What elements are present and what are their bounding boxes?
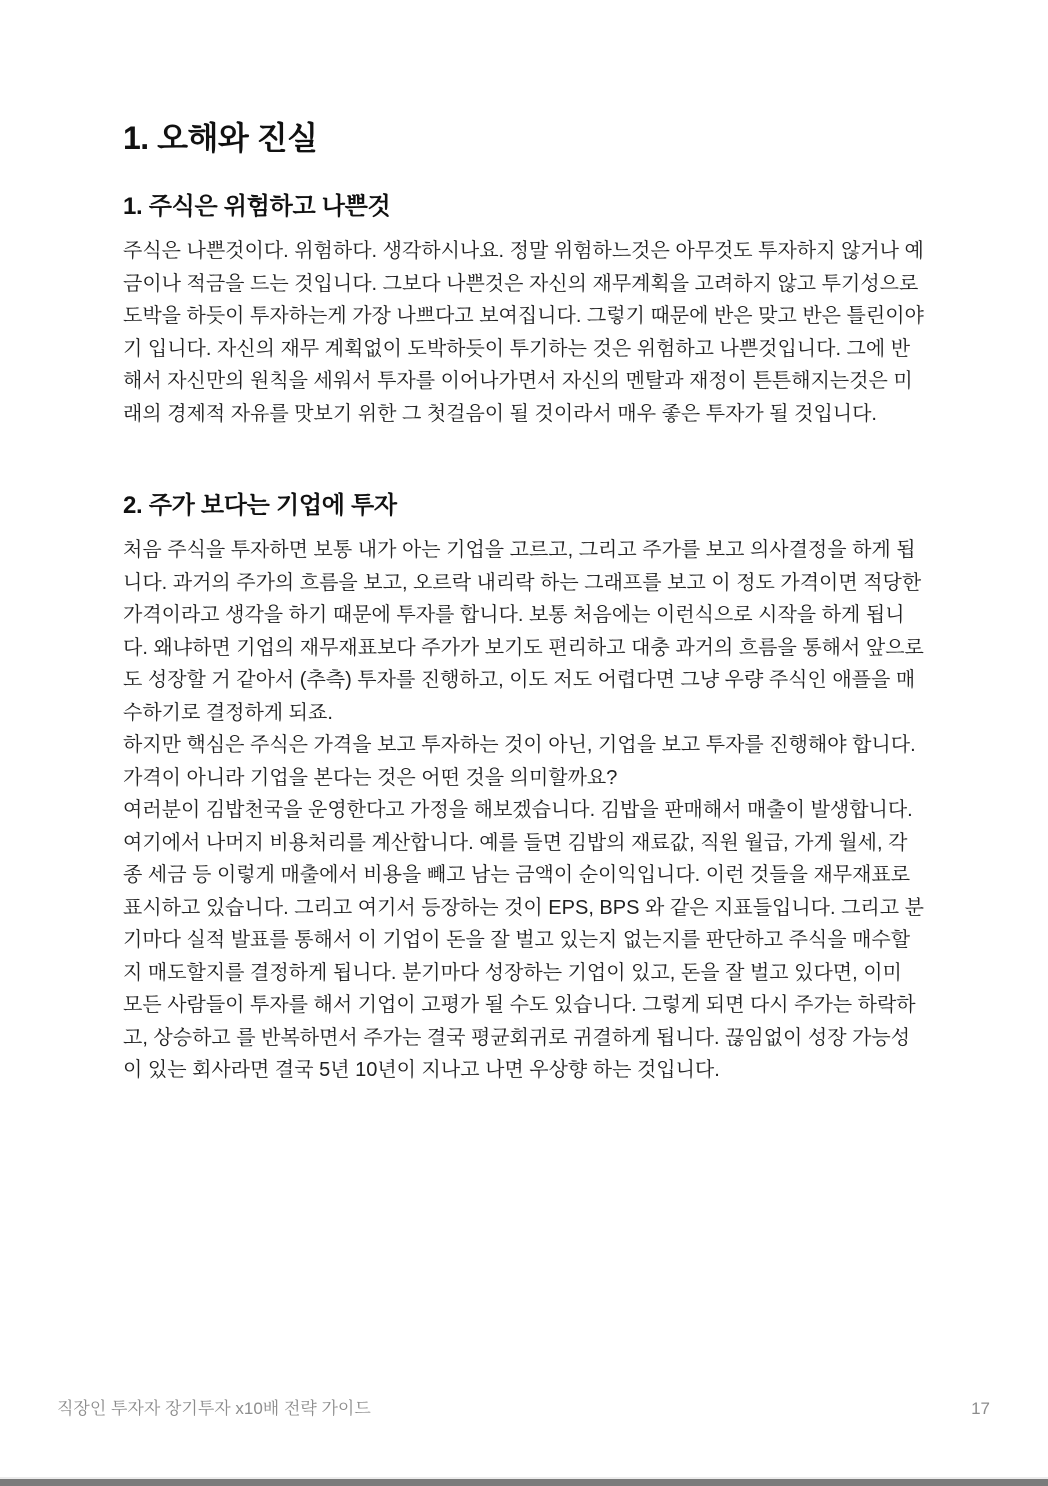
section-1-heading: 1. 주식은 위험하고 나쁜것 — [123, 193, 391, 220]
section-1-paragraph: 주식은 나쁜것이다. 위험하다. 생각하시나요. 정말 위험하느것은 아무것도 투자하지 않거나 예금이나 적금을 드는 것입니다. 그보다 나쁜것은 자신의 재무계획을 고려하지 않고 투기성으로 도박을 하듯이 투자하는게 가장 나쁘다고 보여집니다. 그렇기 때문에 반은 맞고 반은 틀린이야기 입니다. 자신의 재무 계획없이 도박하듯이 투기하는 것은 위험하고 나쁜것입니다. 그에 반해서 자신만의 원칙을 세워서 투자를 이어나가면서 자신의 멘탈과 재정이 튼튼해지는것은 미래의 경제적 자유를 맛보기 위한 그 첫걸음이 될 것이라서 매우 좋은 투자가 될 것입니다. — [123, 240, 924, 425]
section-2-paragraph-3: 가격이 아니라 기업을 본다는 것은 어떤 것을 의미할까요? — [123, 766, 618, 789]
footer-document-title: 직장인 투자자 장기투자 x10배 전략 가이드 — [57, 1399, 371, 1418]
bottom-edge-bar — [0, 1477, 1048, 1486]
section-misconception — [123, 192, 925, 430]
footer-page-number: 17 — [971, 1399, 990, 1418]
section-2-heading: 2. 주가 보다는 기업에 투자 — [123, 492, 397, 519]
page-title: 1. 오해와 진실 — [123, 120, 318, 156]
section-invest-in-company — [123, 491, 925, 1087]
page-content — [123, 119, 925, 1087]
section-2-paragraph-4: 여러분이 김밥천국을 운영한다고 가정을 해보겠습니다. 김밥을 판매해서 매출이 발생합니다. 여기에서 나머지 비용처리를 계산합니다. 예를 들면 김밥의 재료값, 직원 월급, 가게 월세, 각종 세금 등 이렇게 매출에서 비용을 빼고 남는 금액이 순이익입니다. 이런 것들을 재무재표로 표시하고 있습니다. 그리고 여기서 등장하는 것이 EPS, BPS 와 같은 지표들입니다. 그리고 분기마다 실적 발표를 통해서 이 기업이 돈을 잘 벌고 있는지 없는지를 판단하고 주식을 매수할지 매도할지를 결정하게 됩니다. 분기마다 성장하는 기업이 있고, 돈을 잘 벌고 있다면, 이미 모든 사람들이 투자를 해서 기업이 고평가 될 수도 있습니다. 그렇게 되면 다시 주가는 하락하고, 상승하고 를 반복하면서 주가는 결국 평균회귀로 귀결하게 됩니다. 끊임없이 성장 가능성이 있는 회사라면 결국 5년 10년이 지나고 나면 우상향 하는 것입니다. — [123, 799, 924, 1081]
page-footer — [57, 1398, 990, 1420]
section-2-paragraph-1: 처음 주식을 투자하면 보통 내가 아는 기업을 고르고, 그리고 주가를 보고 의사결정을 하게 됩니다. 과거의 주가의 흐름을 보고, 오르락 내리락 하는 그래프를 보고 이 정도 가격이면 적당한 가격이라고 생각을 하기 때문에 투자를 합니다. 보통 처음에는 이런식으로 시작을 하게 됩니다. 왜냐하면 기업의 재무재표보다 주가가 보기도 편리하고 대충 과거의 흐름을 통해서 앞으로도 성장할 거 같아서 (추측) 투자를 진행하고, 이도 저도 어렵다면 그냥 우량 주식인 애플을 매수하기로 결정하게 되죠. — [123, 539, 924, 724]
section-2-paragraph-2: 하지만 핵심은 주식은 가격을 보고 투자하는 것이 아닌, 기업을 보고 투자를 진행해야 합니다. — [123, 734, 916, 756]
